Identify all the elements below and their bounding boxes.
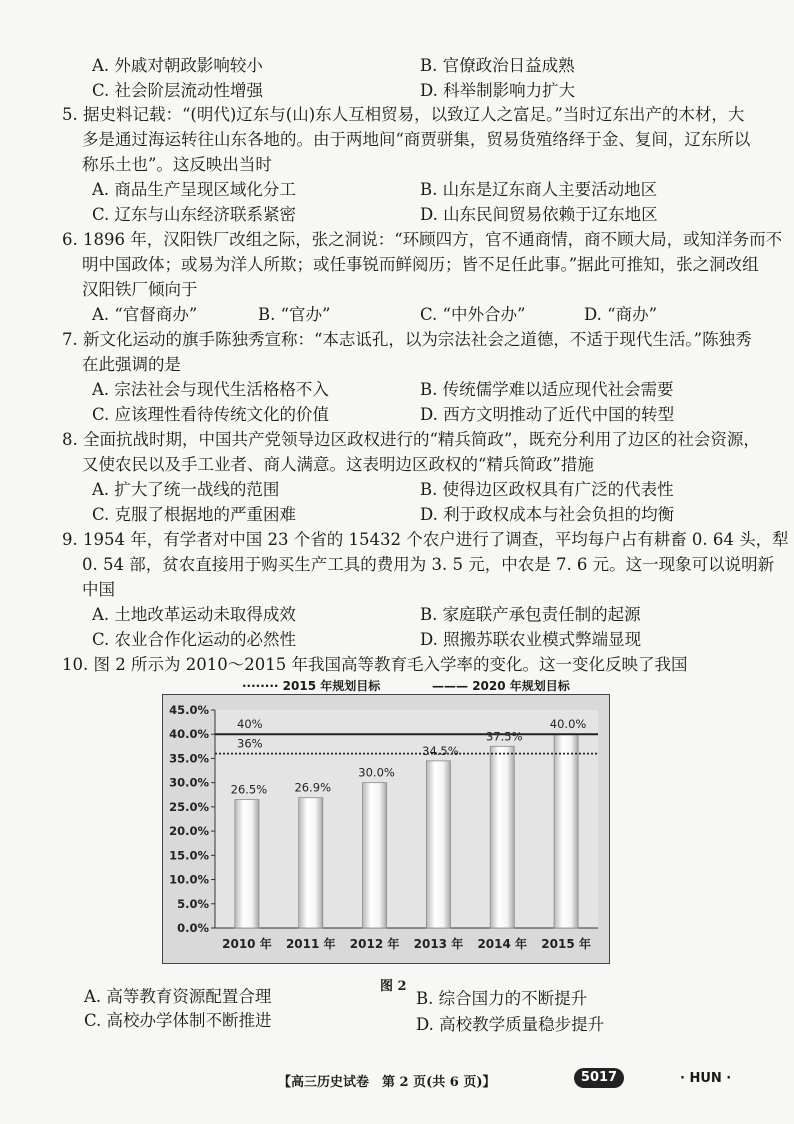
- x-tick-label: 2014 年: [477, 937, 528, 951]
- q10-option-c: C. 高校办学体制不断推进: [84, 1011, 272, 1030]
- x-tick-label: 2015 年: [541, 937, 591, 951]
- bar-value-label: 37.5%: [485, 729, 523, 744]
- dotted-line-marker: ········: [242, 679, 279, 693]
- q9-option-b: B. 家庭联产承包责任制的起源: [420, 605, 641, 624]
- q5-stem-line: 多是通过海运转往山东各地的。由于两地间“商贾骈集，贸易货殖络绎于金、复间，辽东所以: [82, 130, 751, 149]
- legend-label-2015: 2015 年规划目标: [282, 679, 381, 693]
- q8-stem-line: 8. 全面抗战时期，中国共产党领导边区政权进行的“精兵简政”，既充分利用了边区的社会资源，: [62, 430, 760, 449]
- q10-option-a: A. 高等教育资源配置合理: [84, 987, 272, 1006]
- x-tick-label: 2011 年: [285, 937, 336, 951]
- q7-option-c: C. 应该理性看待传统文化的价值: [92, 405, 330, 424]
- q5-option-a: A. 商品生产呈现区域化分工: [92, 180, 296, 199]
- bar-value-label: 40.0%: [549, 717, 587, 732]
- q5-stem-line: 5. 据史料记载：“(明代)辽东与(山)东人互相贸易，以致辽人之富足。”当时辽东出产的木材，大: [62, 105, 745, 124]
- figure-label: 图 2: [380, 979, 407, 994]
- y-tick-label: 5.0%: [177, 896, 209, 911]
- q7-option-a: A. 宗法社会与现代生活格格不入: [92, 380, 329, 399]
- q9-option-d: D. 照搬苏联农业模式弊端显现: [420, 630, 642, 649]
- reference-line-label: 40%: [237, 717, 263, 732]
- q4-option-b: B. 官僚政治日益成熟: [420, 56, 575, 75]
- q5-option-c: C. 辽东与山东经济联系紧密: [92, 205, 297, 224]
- solid-line-marker: ———: [432, 679, 468, 693]
- x-tick-label: 2010 年: [222, 937, 272, 951]
- q10-option-d: D. 高校教学质量稳步提升: [416, 1015, 605, 1034]
- q6-stem-line: 汉阳铁厂倾向于: [82, 280, 198, 299]
- q9-option-c: C. 农业合作化运动的必然性: [92, 630, 297, 649]
- q8-stem-line: 又使农民以及手工业者、商人满意。这表明边区政权的“精兵简政”措施: [82, 455, 594, 474]
- q8-option-d: D. 利于政权成本与社会负担的均衡: [420, 505, 675, 524]
- q6-option-c: C. “中外合办”: [420, 305, 526, 324]
- y-tick-label: 0.0%: [177, 921, 209, 935]
- q4-option-d: D. 科举制影响力扩大: [420, 81, 576, 100]
- q5-option-b: B. 山东是辽东商人主要活动地区: [420, 180, 658, 199]
- q7-stem-line: 7. 新文化运动的旗手陈独秀宣称：“本志诋孔，以为宗法社会之道德，不适于现代生活。”陈独秀: [62, 330, 752, 349]
- q7-option-b: B. 传统儒学难以适应现代社会需要: [420, 380, 674, 399]
- y-tick-label: 15.0%: [169, 848, 209, 863]
- q10-stem-line: 10. 图 2 所示为 2010～2015 年我国高等教育毛入学率的变化。这一变化反映了我国: [62, 655, 688, 674]
- bar: [235, 800, 259, 928]
- q6-option-a: A. “官督商办”: [92, 305, 198, 324]
- q8-option-a: A. 扩大了统一战线的范围: [92, 480, 280, 499]
- bar-value-label: 34.5%: [422, 743, 459, 758]
- q6-stem-line: 明中国政体；或易为洋人所欺；或任事锐而鲜阅历；皆不足任此事。”据此可推知，张之洞改组: [82, 255, 759, 274]
- x-tick-label: 2013 年: [413, 937, 464, 951]
- q4-option-c: C. 社会阶层流动性增强: [92, 81, 264, 100]
- q8-option-b: B. 使得边区政权具有广泛的代表性: [420, 480, 674, 499]
- bar-value-label: 26.5%: [230, 782, 268, 797]
- q5-option-d: D. 山东民间贸易依赖于辽东地区: [420, 205, 658, 224]
- bar: [299, 798, 323, 928]
- q6-option-d: D. “商办”: [584, 305, 658, 324]
- q9-option-a: A. 土地改革运动未取得成效: [92, 605, 296, 624]
- bar: [363, 783, 387, 928]
- y-tick-label: 20.0%: [169, 824, 209, 839]
- q9-stem-line: 9. 1954 年，有学者对中国 23 个省的 15432 个农户进行了调查，平均每户占有耕畜 0. 64 头，犁: [62, 530, 789, 549]
- y-tick-label: 30.0%: [169, 775, 209, 790]
- bar: [426, 761, 450, 928]
- bar: [554, 734, 578, 928]
- region-mark: · HUN ·: [680, 1071, 732, 1086]
- y-tick-label: 40.0%: [169, 727, 209, 742]
- q5-stem-line: 称乐土也”。这反映出当时: [82, 155, 272, 174]
- q9-stem-line: 中国: [82, 580, 115, 599]
- legend-label-2020: 2020 年规划目标: [472, 679, 570, 693]
- plot-area: [215, 710, 598, 928]
- q10-option-b: B. 综合国力的不断提升: [416, 989, 588, 1008]
- q6-stem-line: 6. 1896 年，汉阳铁厂改组之际，张之洞说：“环顾四方，官不通商情，商不顾大局，或知洋务而不: [62, 230, 783, 249]
- y-tick-label: 35.0%: [169, 751, 209, 766]
- q4-option-a: A. 外戚对朝政影响较小: [92, 56, 263, 75]
- q7-option-d: D. 西方文明推动了近代中国的转型: [420, 405, 675, 424]
- y-tick-label: 10.0%: [169, 872, 209, 887]
- bar: [490, 746, 514, 928]
- reference-line-label: 36%: [237, 736, 263, 751]
- x-tick-label: 2012 年: [349, 937, 400, 951]
- q6-option-b: B. “官办”: [258, 305, 331, 324]
- q7-stem-line: 在此强调的是: [82, 355, 181, 374]
- y-tick-label: 45.0%: [169, 703, 209, 717]
- y-tick-label: 25.0%: [169, 799, 209, 814]
- q8-option-c: C. 克服了根据地的严重困难: [92, 505, 297, 524]
- paper-code-badge: 5017: [574, 1068, 624, 1088]
- page-footer: 【高三历史试卷 第 2 页(共 6 页)】: [278, 1075, 496, 1090]
- q9-stem-line: 0. 54 部，贫农直接用于购买生产工具的费用为 3. 5 元，中农是 7. 6 元。这一现象可以说明新: [82, 555, 775, 574]
- bar-value-label: 30.0%: [358, 765, 395, 780]
- bar-value-label: 26.9%: [294, 780, 332, 795]
